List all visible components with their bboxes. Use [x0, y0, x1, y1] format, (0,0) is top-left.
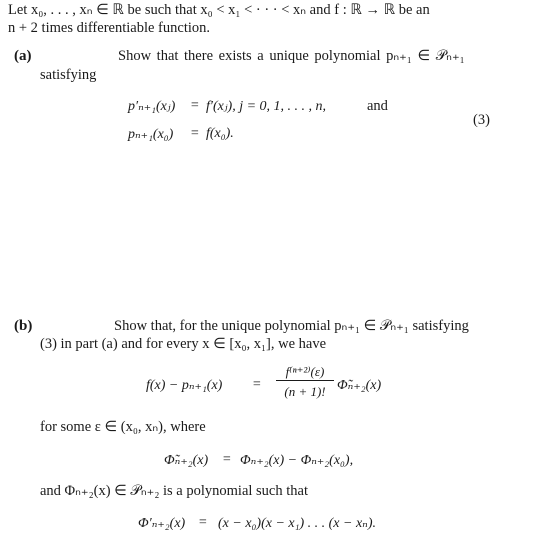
part-b-fraction-numerator: f⁽ⁿ⁺²⁾(ε) — [276, 364, 334, 381]
part-a-eq1-and: and — [367, 98, 388, 114]
part-b-fraction-denominator: (n + 1)! — [284, 384, 326, 399]
part-b-eq3-rhs: (x − x₀)(x − x₁) . . . (x − xₙ). — [218, 516, 377, 531]
part-b-eq3-rel: = — [198, 515, 208, 530]
part-a-line-1: Show that there exists a unique polynomial pₙ₊₁ ∈ 𝒫ₙ₊₁ — [118, 48, 465, 64]
part-b-eq2-lhs: Φ̃ₙ₊₂(x) — [164, 453, 209, 468]
part-b-line-2: (3) in part (a) and for every x ∈ [x₀, x₁], we have — [40, 336, 327, 352]
part-b-line-3: for some ε ∈ (x₀, xₙ), where — [40, 419, 206, 435]
part-a-eq1-lhs: p′ₙ₊₁(xⱼ) — [128, 99, 176, 114]
part-a-eq2-lhs: pₙ₊₁(x₀) — [128, 127, 174, 142]
part-a-eq2-rel: = — [190, 126, 200, 141]
part-a-label: (a) — [14, 48, 32, 64]
part-a-eq1-rel: = — [190, 98, 200, 113]
intro-line-1: Let x₀, . . . , xₙ ∈ ℝ be such that x₀ < x₁ < · · · < xₙ and f : ℝ → ℝ be an — [8, 2, 430, 18]
part-b-eq1-rel: = — [252, 377, 262, 392]
part-b-label: (b) — [14, 318, 33, 334]
part-a-eq2-rhs: f(x₀). — [206, 126, 234, 141]
part-b-eq1-lhs: f(x) − pₙ₊₁(x) — [146, 378, 223, 393]
part-b-line-4: and Φₙ₊₂(x) ∈ 𝒫ₙ₊₂ is a polynomial such that — [40, 483, 308, 499]
part-b-line-1: Show that, for the unique polynomial pₙ₊₁ ∈ 𝒫ₙ₊₁ satisfying — [114, 318, 469, 334]
intro-line-2: n + 2 times differentiable function. — [8, 20, 210, 36]
part-b-eq2-rel: = — [222, 452, 232, 467]
part-b-eq1-tail: Φ̃ₙ₊₂(x) — [337, 378, 382, 393]
part-a-eq1-rhs: f′(xⱼ), j = 0, 1, . . . , n, — [206, 99, 327, 114]
equation-number: (3) — [473, 112, 490, 128]
part-b-eq3-lhs: Φ′ₙ₊₂(x) — [138, 516, 186, 531]
part-b-eq2-rhs: Φₙ₊₂(x) − Φₙ₊₂(x₀), — [240, 453, 354, 468]
part-a-line-2: satisfying — [40, 67, 97, 83]
